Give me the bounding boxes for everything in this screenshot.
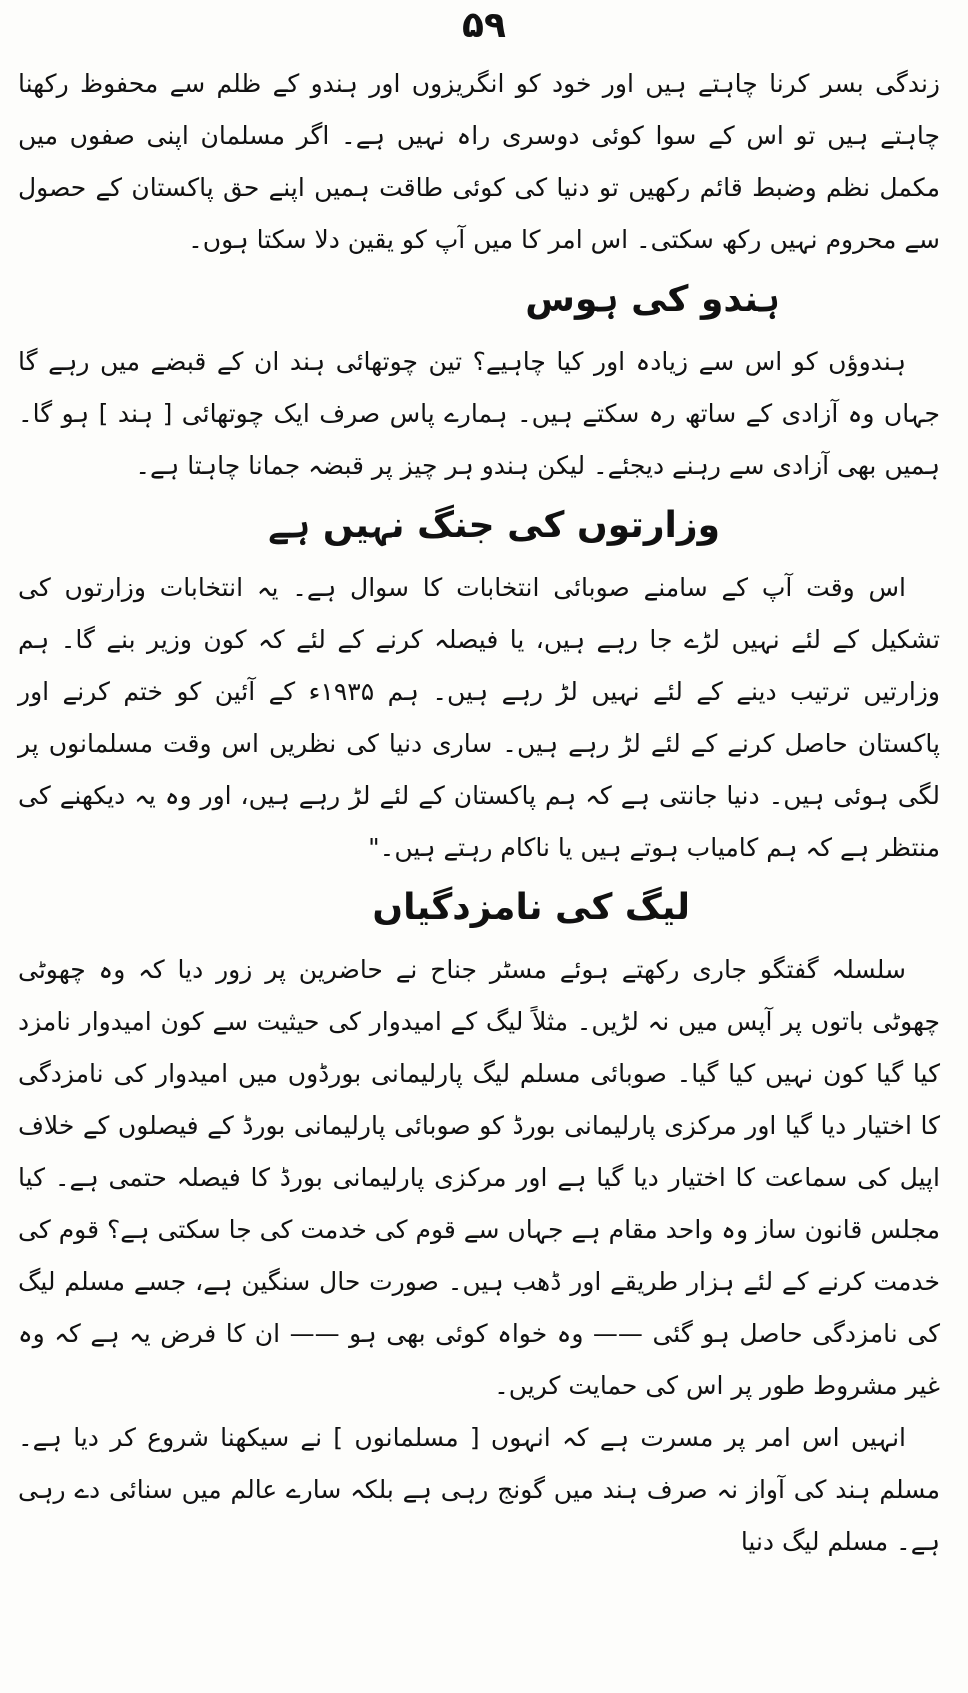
paragraph-elections: اس وقت آپ کے سامنے صوبائی انتخابات کا سوال ہے۔ یہ انتخابات وزارتوں کی تشکیل کے لئے نہیں لڑے جا رہے ہیں، یا فیصلہ کرنے کے لئے کہ کون وزیر بنے گا۔ ہم وزارتیں ترتیب دینے کے لئے نہیں لڑ رہے ہیں۔ ہم ۱۹۳۵ء کے آئین کو ختم کرنے اور پاکستان حاصل کرنے کے لئے لڑ رہے ہیں۔ ساری دنیا کی نظریں اس وقت مسلمانوں پر لگی ہوئی ہیں۔ دنیا جانتی ہے کہ ہم پاکستان کے لئے لڑ رہے ہیں، اور وہ یہ دیکھنے کی منتظر ہے کہ ہم کامیاب ہوتے ہیں یا ناکام رہتے ہیں۔" (18, 573, 941, 862)
page-content (18, 58, 940, 1568)
paragraph-muslim-voice: انہیں اس امر پر مسرت ہے کہ انہوں [ مسلمانوں ] نے سیکھنا شروع کر دیا ہے۔ مسلم ہند کی آواز نہ صرف ہند میں گونج رہی ہے بلکہ سارے عالم میں سنائی دے رہی ہے۔ مسلم لیگ دنیا (18, 1423, 940, 1556)
page-number: ۵۹ (462, 5, 506, 46)
heading-hindu-greed: ہندو کی ہوس (525, 279, 780, 320)
paragraph-nominations: سلسلہ گفتگو جاری رکھتے ہوئے مسٹر جناح نے حاضرین پر زور دیا کہ وہ چھوٹی چھوٹی باتوں پر آپس میں نہ لڑیں۔ مثلاً لیگ کے امیدوار کی حیثیت سے کون امیدوار نامزد کیا گیا کون نہیں کیا گیا۔ صوبائی مسلم لیگ پارلیمانی بورڈوں میں امیدوار کی نامزدگی کا اختیار دیا گیا اور مرکزی پارلیمانی بورڈ کو صوبائی پارلیمانی بورڈ کے فیصلوں کے خلاف اپیل کی سماعت کا اختیار دیا گیا ہے اور مرکزی پارلیمانی بورڈ کا فیصلہ حتمی ہے۔ کیا مجلس قانون ساز وہ واحد مقام ہے جہاں سے قوم کی خدمت کی جا سکتی ہے؟ قوم کی خدمت کرنے کے لئے ہزار طریقے اور ڈھب ہیں۔ صورت حال سنگین ہے، جسے مسلم لیگ کی نامزدگی حاصل ہو گئی —— وہ خواہ کوئی بھی ہو —— ان کا فرض یہ ہے کہ وہ غیر مشروط طور پر اس کی حمایت کریں۔ (18, 955, 940, 1400)
paragraph-hindu-greed: ہندوؤں کو اس سے زیادہ اور کیا چاہیے؟ تین چوتھائی ہند ان کے قبضے میں رہے گا جہاں وہ آزادی کے ساتھ رہ سکتے ہیں۔ ہمارے پاس صرف ایک چوتھائی [ ہند ] ہو گا۔ ہمیں بھی آزادی سے رہنے دیجئے۔ لیکن ہندو ہر چیز پر قبضہ جمانا چاہتا ہے۔ (18, 347, 940, 480)
paragraph-opening: زندگی بسر کرنا چاہتے ہیں اور خود کو انگریزوں اور ہندو کے ظلم سے محفوظ رکھنا چاہتے ہیں تو اس کے سوا کوئی دوسری راہ نہیں ہے۔ اگر مسلمان اپنی صفوں میں مکمل نظم وضبط قائم رکھیں تو دنیا کی کوئی طاقت ہمیں اپنے حق پاکستان کے حصول سے محروم نہیں رکھ سکتی۔ اس امر کا میں آپ کو یقین دلا سکتا ہوں۔ (18, 69, 940, 254)
heading-league-nominations: لیگ کی نامزدگیاں (372, 887, 690, 928)
heading-not-ministries: وزارتوں کی جنگ نہیں ہے (268, 505, 720, 546)
